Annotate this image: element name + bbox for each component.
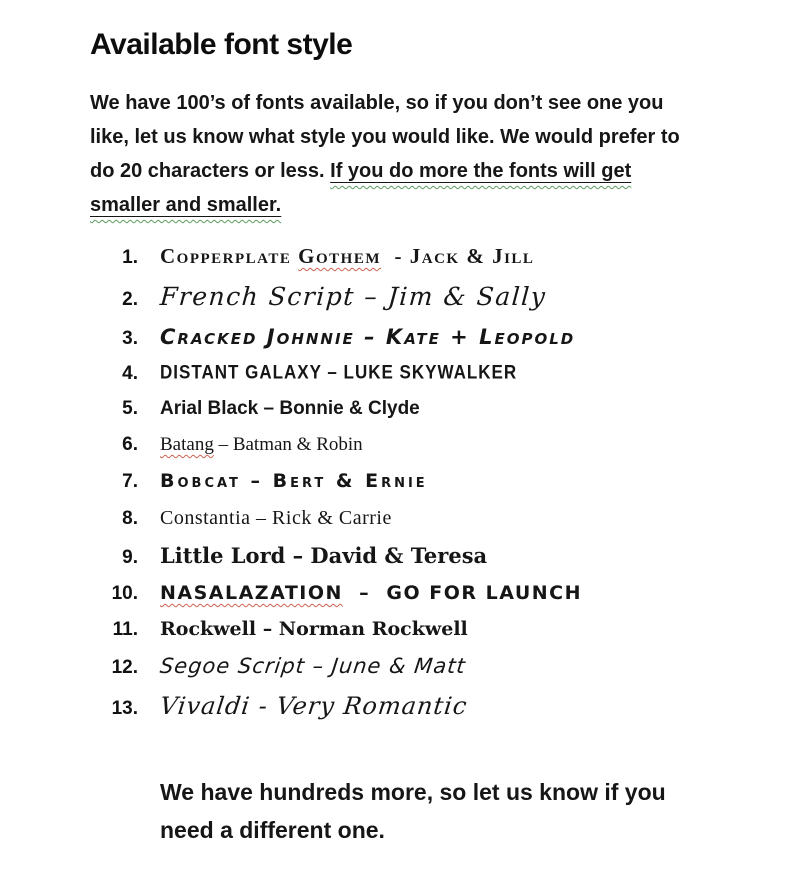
list-item-number: 3.	[122, 328, 138, 350]
sample-text: Segoe Script – June & Matt	[158, 653, 468, 678]
sample-text: – GO FOR LAUNCH	[342, 581, 583, 604]
font-list-item	[90, 470, 748, 493]
font-sample-french-script	[159, 282, 547, 312]
list-item-number: 2.	[122, 289, 138, 311]
font-sample-constantia	[160, 506, 392, 530]
list-item-number: 9.	[122, 546, 138, 568]
sample-text-misspelled: Gothem	[298, 244, 381, 268]
font-list-item	[90, 506, 748, 530]
sample-text: Rockwell – Norman Rockwell	[160, 617, 468, 640]
font-sample-rockwell	[160, 618, 468, 641]
page-title: Available font style	[90, 28, 353, 61]
sample-text: Bobcat – Bert & Ernie	[160, 469, 428, 492]
font-list-item	[90, 363, 748, 385]
font-sample-distant-galaxy	[160, 362, 517, 385]
font-sample-arial-black	[160, 398, 420, 421]
sample-text-misspelled: NASALAZATION	[160, 581, 343, 604]
font-list-item	[90, 434, 748, 457]
sample-text: Arial Black – Bonnie & Clyde	[160, 398, 420, 420]
font-sample-copperplate-gothem	[160, 244, 534, 269]
list-item-number: 13.	[111, 698, 138, 720]
font-list-item	[90, 244, 748, 269]
font-list-item	[90, 692, 748, 721]
font-list-item	[90, 582, 748, 605]
list-item-number: 8.	[122, 507, 138, 529]
intro-grammar-marked-text: If you do more the fonts will get smaller and smaller.	[90, 160, 632, 216]
sample-text: Constantia – Rick & Carrie	[160, 506, 392, 529]
sample-text: - Jack & Jill	[381, 244, 535, 268]
list-item-number: 7.	[122, 470, 138, 492]
list-item-number: 4.	[122, 363, 138, 385]
intro-paragraph	[90, 86, 704, 222]
sample-text: DISTANT GALAXY – LUKE SKYWALKER	[160, 361, 518, 384]
font-sample-vivaldi	[158, 692, 469, 721]
list-item-number: 10.	[111, 582, 138, 604]
list-item-number: 12.	[111, 656, 138, 678]
list-item-number: 1.	[122, 247, 138, 268]
sample-text: Copperplate	[160, 244, 299, 268]
font-sample-batang	[160, 434, 363, 457]
font-list-item	[90, 282, 748, 312]
font-sample-cracked-johnnie	[160, 325, 575, 350]
font-sample-bobcat	[160, 470, 428, 493]
font-list-item	[90, 543, 748, 569]
font-sample-nasalazation	[160, 582, 582, 605]
sample-text: – Batman & Robin	[213, 434, 363, 456]
font-list-item	[90, 398, 748, 421]
sample-text: Little Lord – David & Teresa	[160, 542, 488, 568]
outro-paragraph: We have hundreds more, so let us know if you need a different one.	[160, 778, 666, 843]
font-list-item	[90, 654, 748, 679]
sample-text-misspelled: Batang	[160, 434, 214, 456]
list-item-number: 11.	[112, 618, 138, 640]
intro-text: We have 100’s of fonts available, so if you don’t see one you like, let us know what style you would like. We would prefer to do 20 characters or less.	[90, 92, 680, 182]
list-item-number: 5.	[122, 398, 138, 420]
list-item-number: 6.	[122, 434, 138, 456]
sample-text: Vivaldi - Very Romantic	[158, 692, 470, 721]
sample-text: French Script – Jim & Sally	[159, 282, 548, 312]
sample-text: Cracked Johnnie – Kate + Leopold	[160, 325, 576, 350]
font-list-item	[90, 325, 748, 350]
font-sample-little-lord	[160, 543, 487, 568]
font-list-item	[90, 618, 748, 641]
font-sample-segoe-script	[158, 654, 467, 679]
font-list	[90, 244, 748, 721]
